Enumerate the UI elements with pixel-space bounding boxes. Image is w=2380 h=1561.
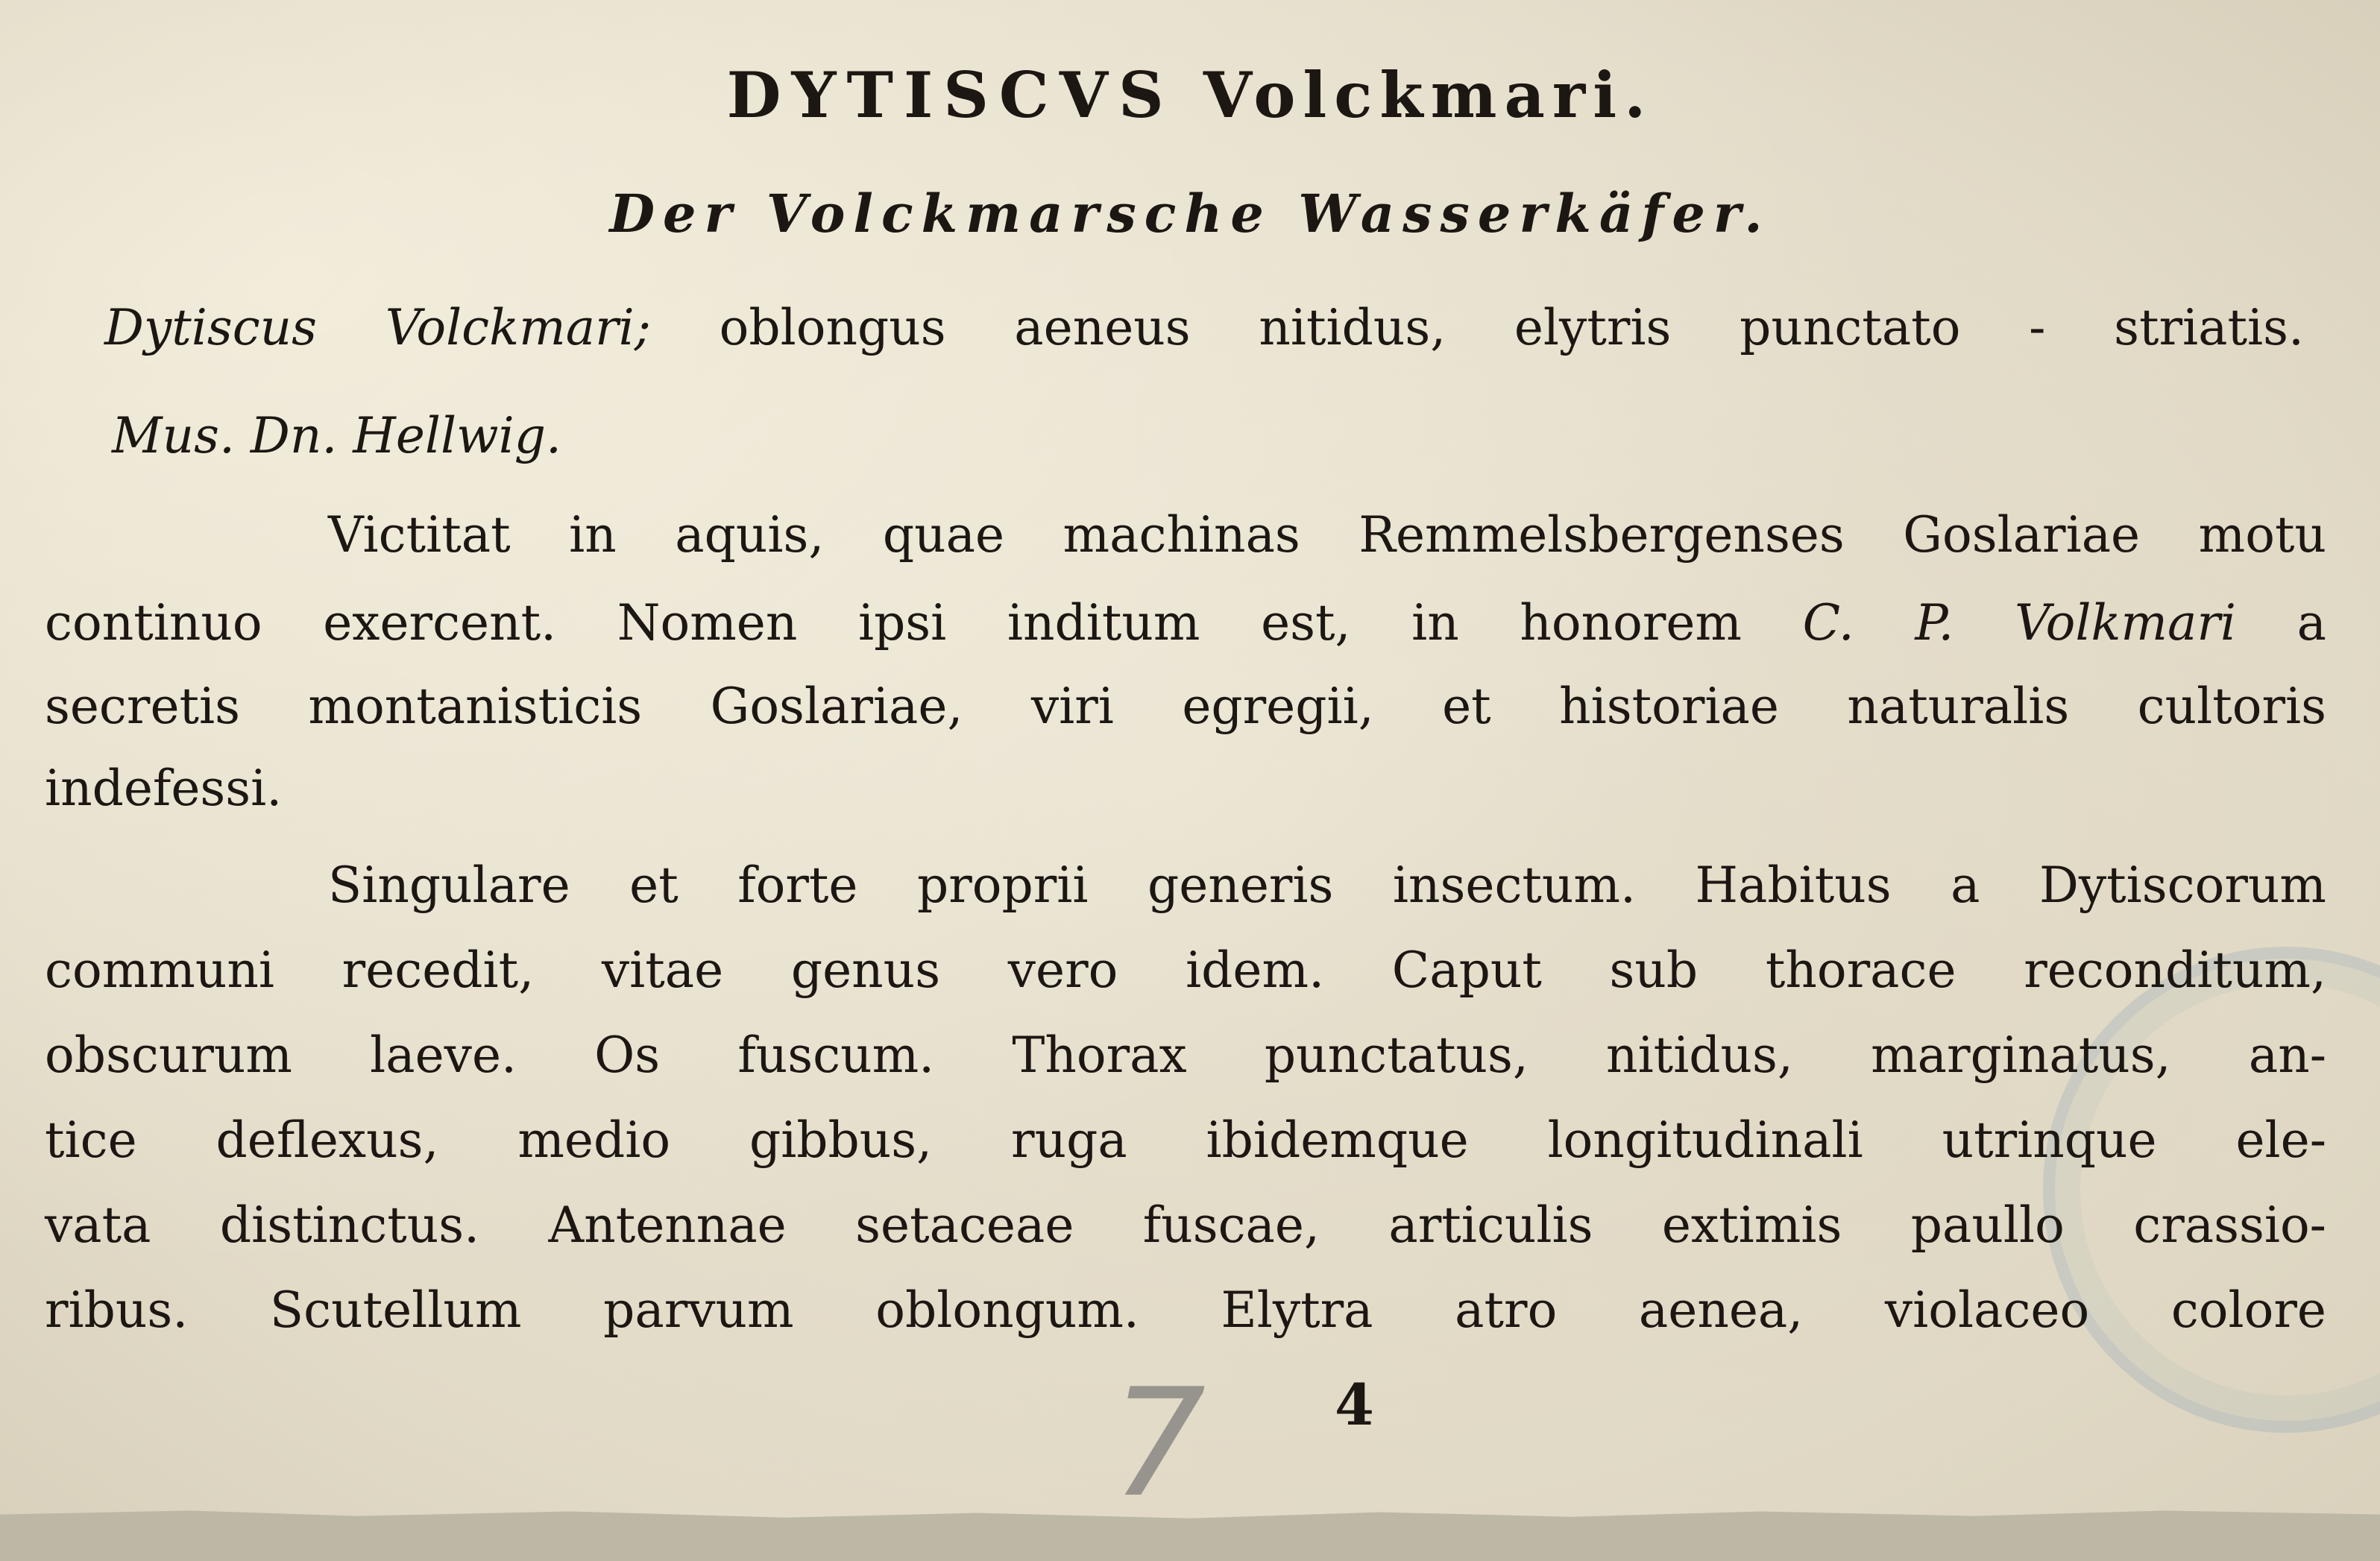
diagnosis-text: oblongus aeneus nitidus, elytris punctato - striatis. bbox=[719, 299, 2304, 356]
title-species: Volckmari. bbox=[1203, 58, 1654, 132]
diagnosis-line bbox=[104, 298, 2304, 358]
paragraph2-line-6: ribus. Scutellum parvum oblongum. Elytra atro aenea, violaceo colore bbox=[45, 1281, 2326, 1339]
paragraph2-line-4: tice deflexus, medio gibbus, ruga ibidemque longitudinali utrinque ele- bbox=[45, 1111, 2326, 1169]
library-stamp bbox=[2043, 947, 2380, 1433]
diagnosis-source: Mus. Dn. Hellwig. bbox=[112, 407, 561, 464]
paragraph2-line-3: obscurum laeve. Os fuscum. Thorax punctatus, nitidus, marginatus, an- bbox=[45, 1027, 2326, 1084]
page-subtitle: Der Volckmarsche Wasserkäfer. bbox=[609, 183, 1771, 245]
paragraph1-line-2-name: C. P. Volkmari bbox=[1802, 594, 2237, 652]
paragraph1-line-2-text: continuo exercent. Nomen ipsi inditum est, in honorem bbox=[45, 594, 1742, 652]
title-genus: DYTISCVS bbox=[726, 58, 1174, 132]
paragraph2-line-1: Singulare et forte proprii generis insectum. Habitus a Dytiscorum bbox=[328, 857, 2326, 914]
paragraph1-line-4: indefessi. bbox=[45, 760, 283, 817]
pencil-mark: 7 bbox=[1111, 1357, 1206, 1530]
diagnosis-name: Dytiscus Volckmari; bbox=[104, 299, 651, 356]
page-title bbox=[0, 58, 2380, 132]
paragraph1-line-2-end: a bbox=[2296, 594, 2326, 652]
paragraph1-line-2 bbox=[45, 593, 2326, 653]
paragraph1-line-1: Victitat in aquis, quae machinas Remmelsbergenses Goslariae motu bbox=[328, 506, 2326, 564]
paragraph1-line-3: secretis montanisticis Goslariae, viri egregii, et historiae naturalis cultoris bbox=[45, 678, 2326, 735]
paragraph2-line-5: vata distinctus. Antennae setaceae fuscae, articulis extimis paullo crassio- bbox=[45, 1196, 2326, 1254]
page-number: 4 bbox=[1335, 1372, 1374, 1438]
paragraph2-line-2: communi recedit, vitae genus vero idem. Caput sub thorace reconditum, bbox=[45, 942, 2326, 999]
